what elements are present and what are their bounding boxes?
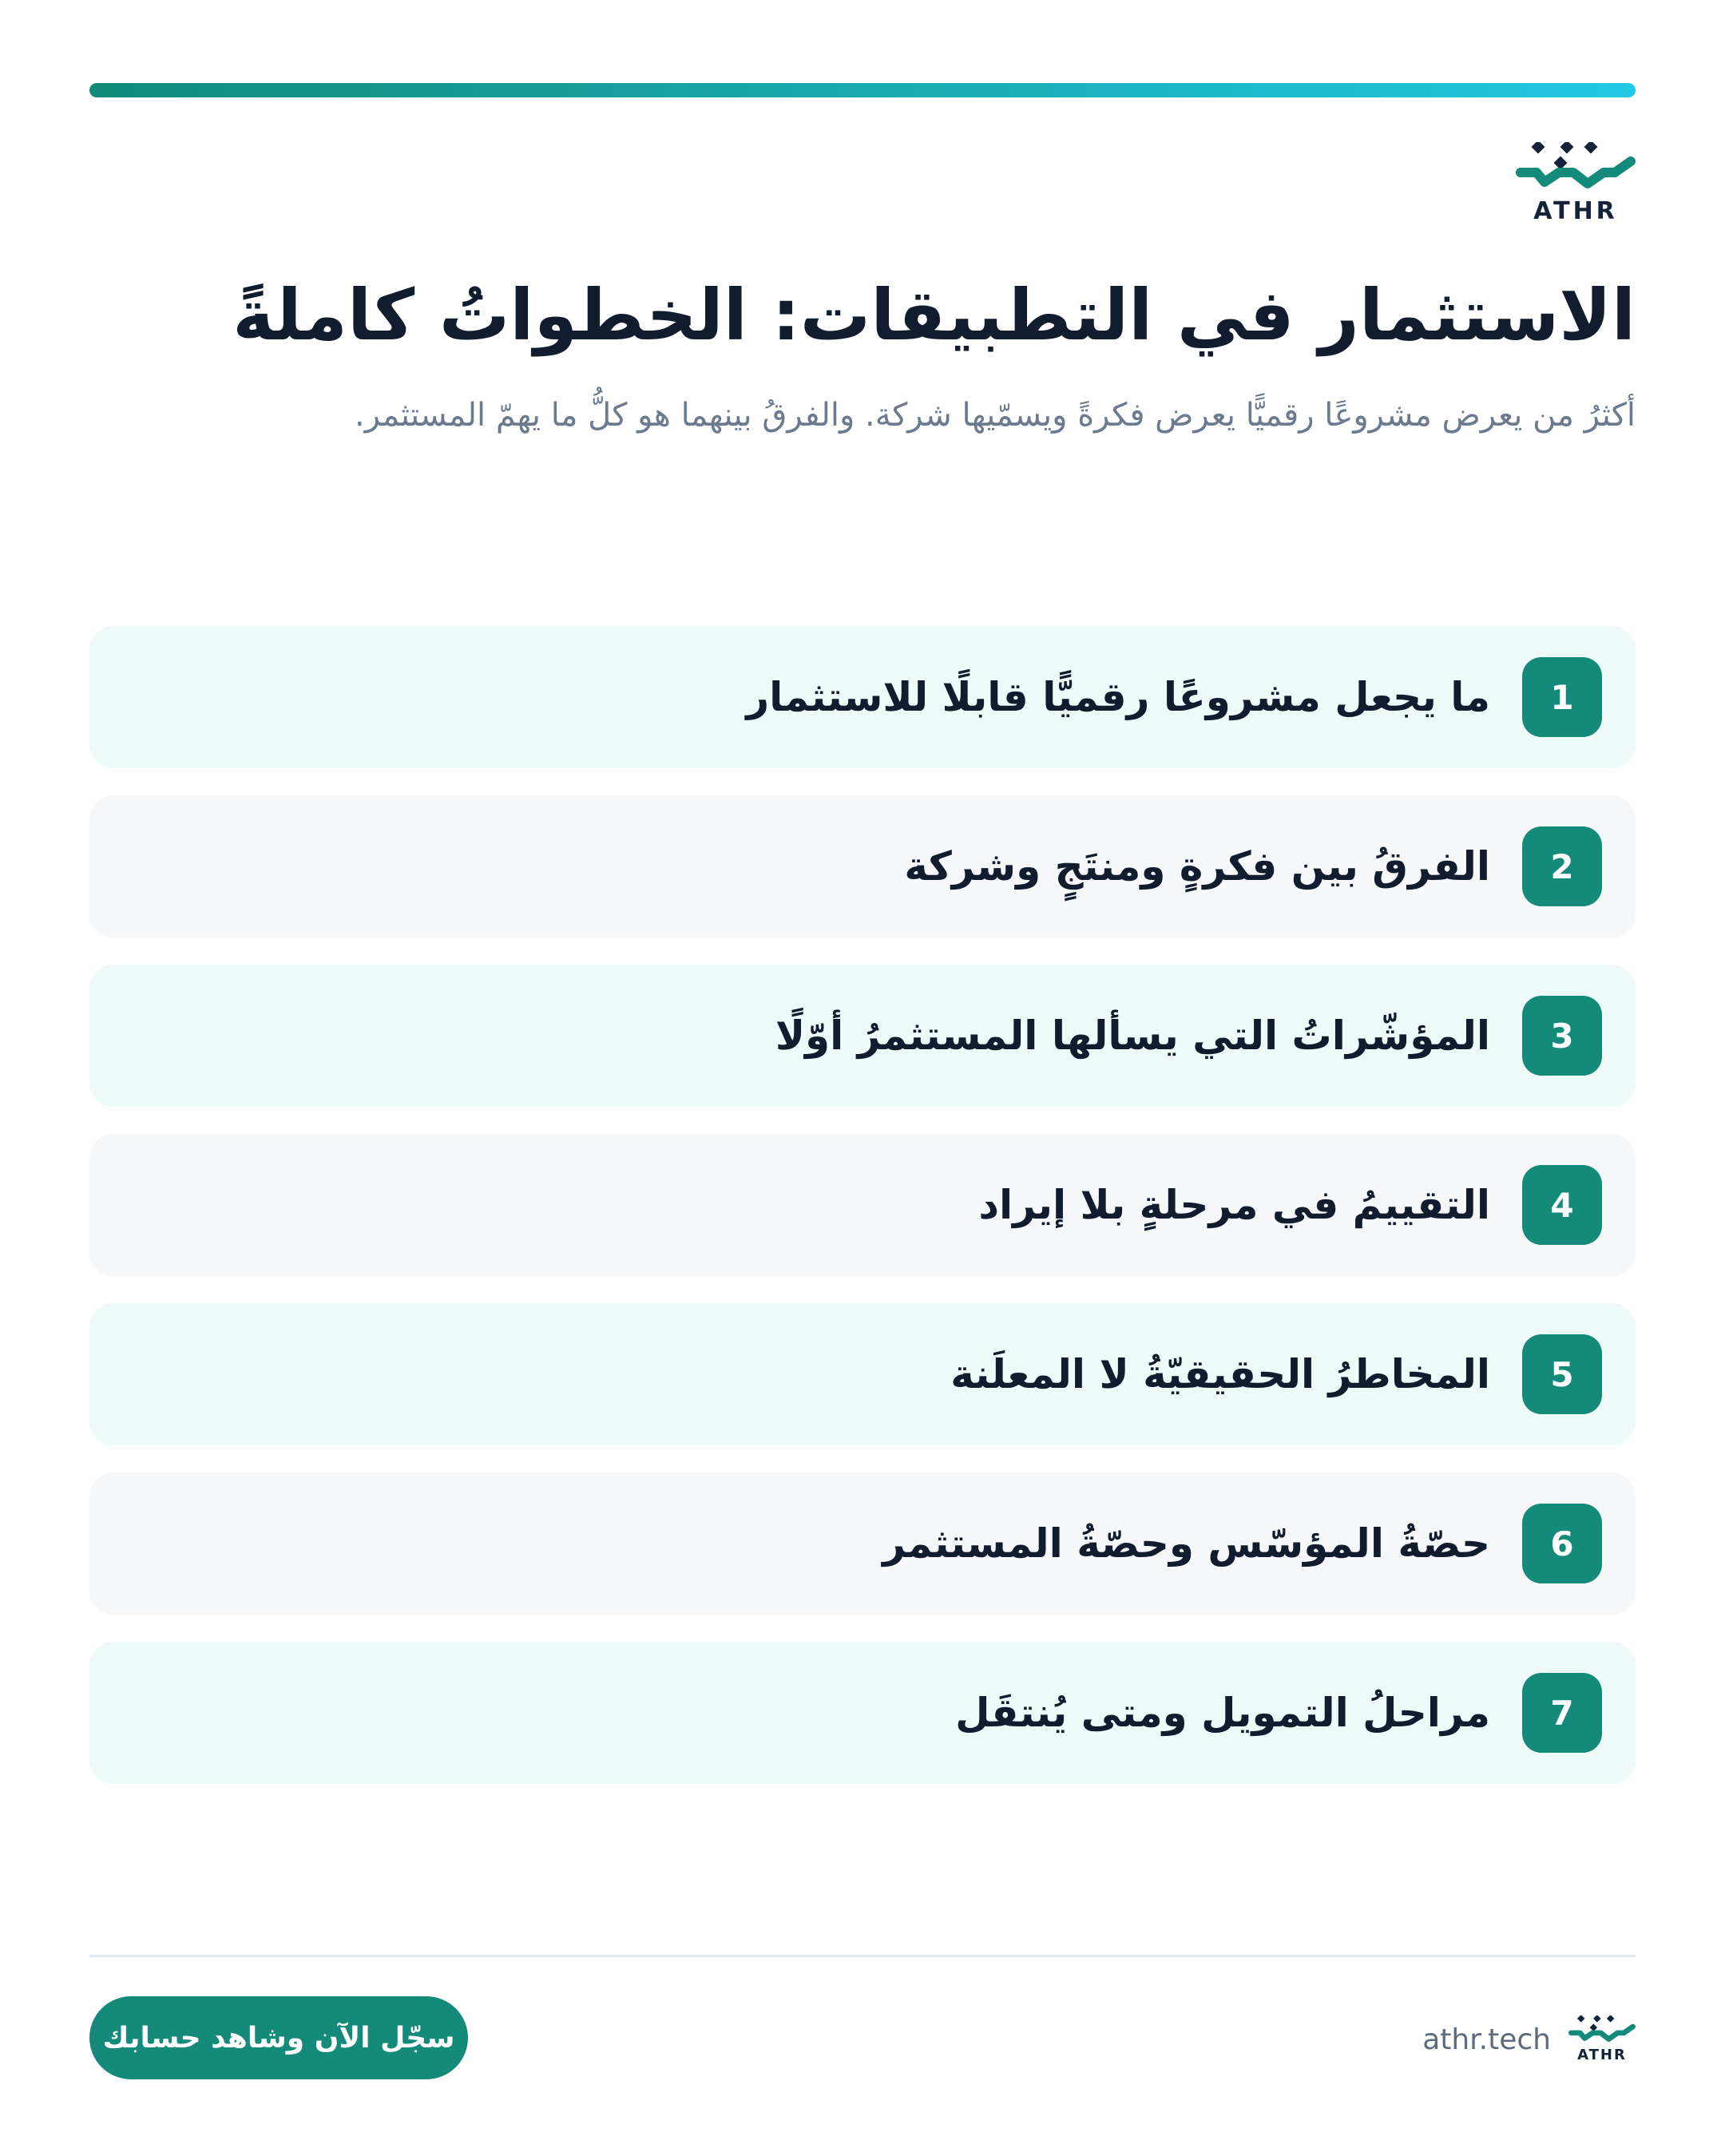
step-card-5[interactable]: [89, 1303, 1636, 1445]
page-subtitle: أكثرُ من يعرض مشروعًا رقميًّا يعرض فكرةً ويسمّيها شركة. والفرقُ بينهما هو كلُّ ما يهمّ المستثمر.: [354, 397, 1636, 434]
steps-list: [89, 626, 1636, 1811]
step-number-badge: 2: [1522, 826, 1602, 906]
step-card-7[interactable]: [89, 1642, 1636, 1784]
page-title: الاستثمار في التطبيقات: الخطواتُ كاملةً: [232, 274, 1636, 356]
step-card-1[interactable]: [89, 626, 1636, 768]
brand-logo: [1516, 142, 1636, 225]
athr-logo-icon: [1516, 142, 1636, 195]
footer-logo-text: ATHR: [1577, 2047, 1627, 2063]
step-title: التقييمُ في مرحلةٍ بلا إيراد: [978, 1182, 1490, 1228]
footer-logo: [1568, 2015, 1636, 2063]
top-accent-bar: [89, 83, 1636, 97]
footer-brand: [1422, 2015, 1636, 2063]
step-number-badge: 3: [1522, 996, 1602, 1076]
step-number-badge: 7: [1522, 1673, 1602, 1753]
step-title: مراحلُ التمويل ومتى يُنتقَل: [955, 1690, 1490, 1736]
footer-url-link[interactable]: athr.tech: [1422, 2023, 1551, 2056]
step-title: المؤشّراتُ التي يسألها المستثمرُ أوّلًا: [775, 1013, 1490, 1059]
step-title: الفرقُ بين فكرةٍ ومنتَجٍ وشركة: [904, 843, 1490, 890]
athr-logo-icon: [1568, 2015, 1636, 2046]
brand-logo-text: ATHR: [1533, 197, 1618, 225]
step-number-badge: 6: [1522, 1504, 1602, 1583]
register-button[interactable]: سجّل الآن وشاهد حسابك: [89, 1996, 468, 2079]
footer-divider: [89, 1955, 1636, 1957]
step-number-badge: 5: [1522, 1334, 1602, 1414]
step-title: حصّةُ المؤسّس وحصّةُ المستثمر: [882, 1520, 1490, 1567]
step-card-3[interactable]: [89, 965, 1636, 1107]
step-card-4[interactable]: [89, 1134, 1636, 1276]
step-number-badge: 1: [1522, 657, 1602, 737]
step-title: ما يجعل مشروعًا رقميًّا قابلًا للاستثمار: [746, 674, 1490, 720]
step-card-2[interactable]: [89, 795, 1636, 937]
step-title: المخاطرُ الحقيقيّةُ لا المعلَنة: [950, 1351, 1490, 1397]
step-card-6[interactable]: [89, 1472, 1636, 1615]
step-number-badge: 4: [1522, 1165, 1602, 1245]
